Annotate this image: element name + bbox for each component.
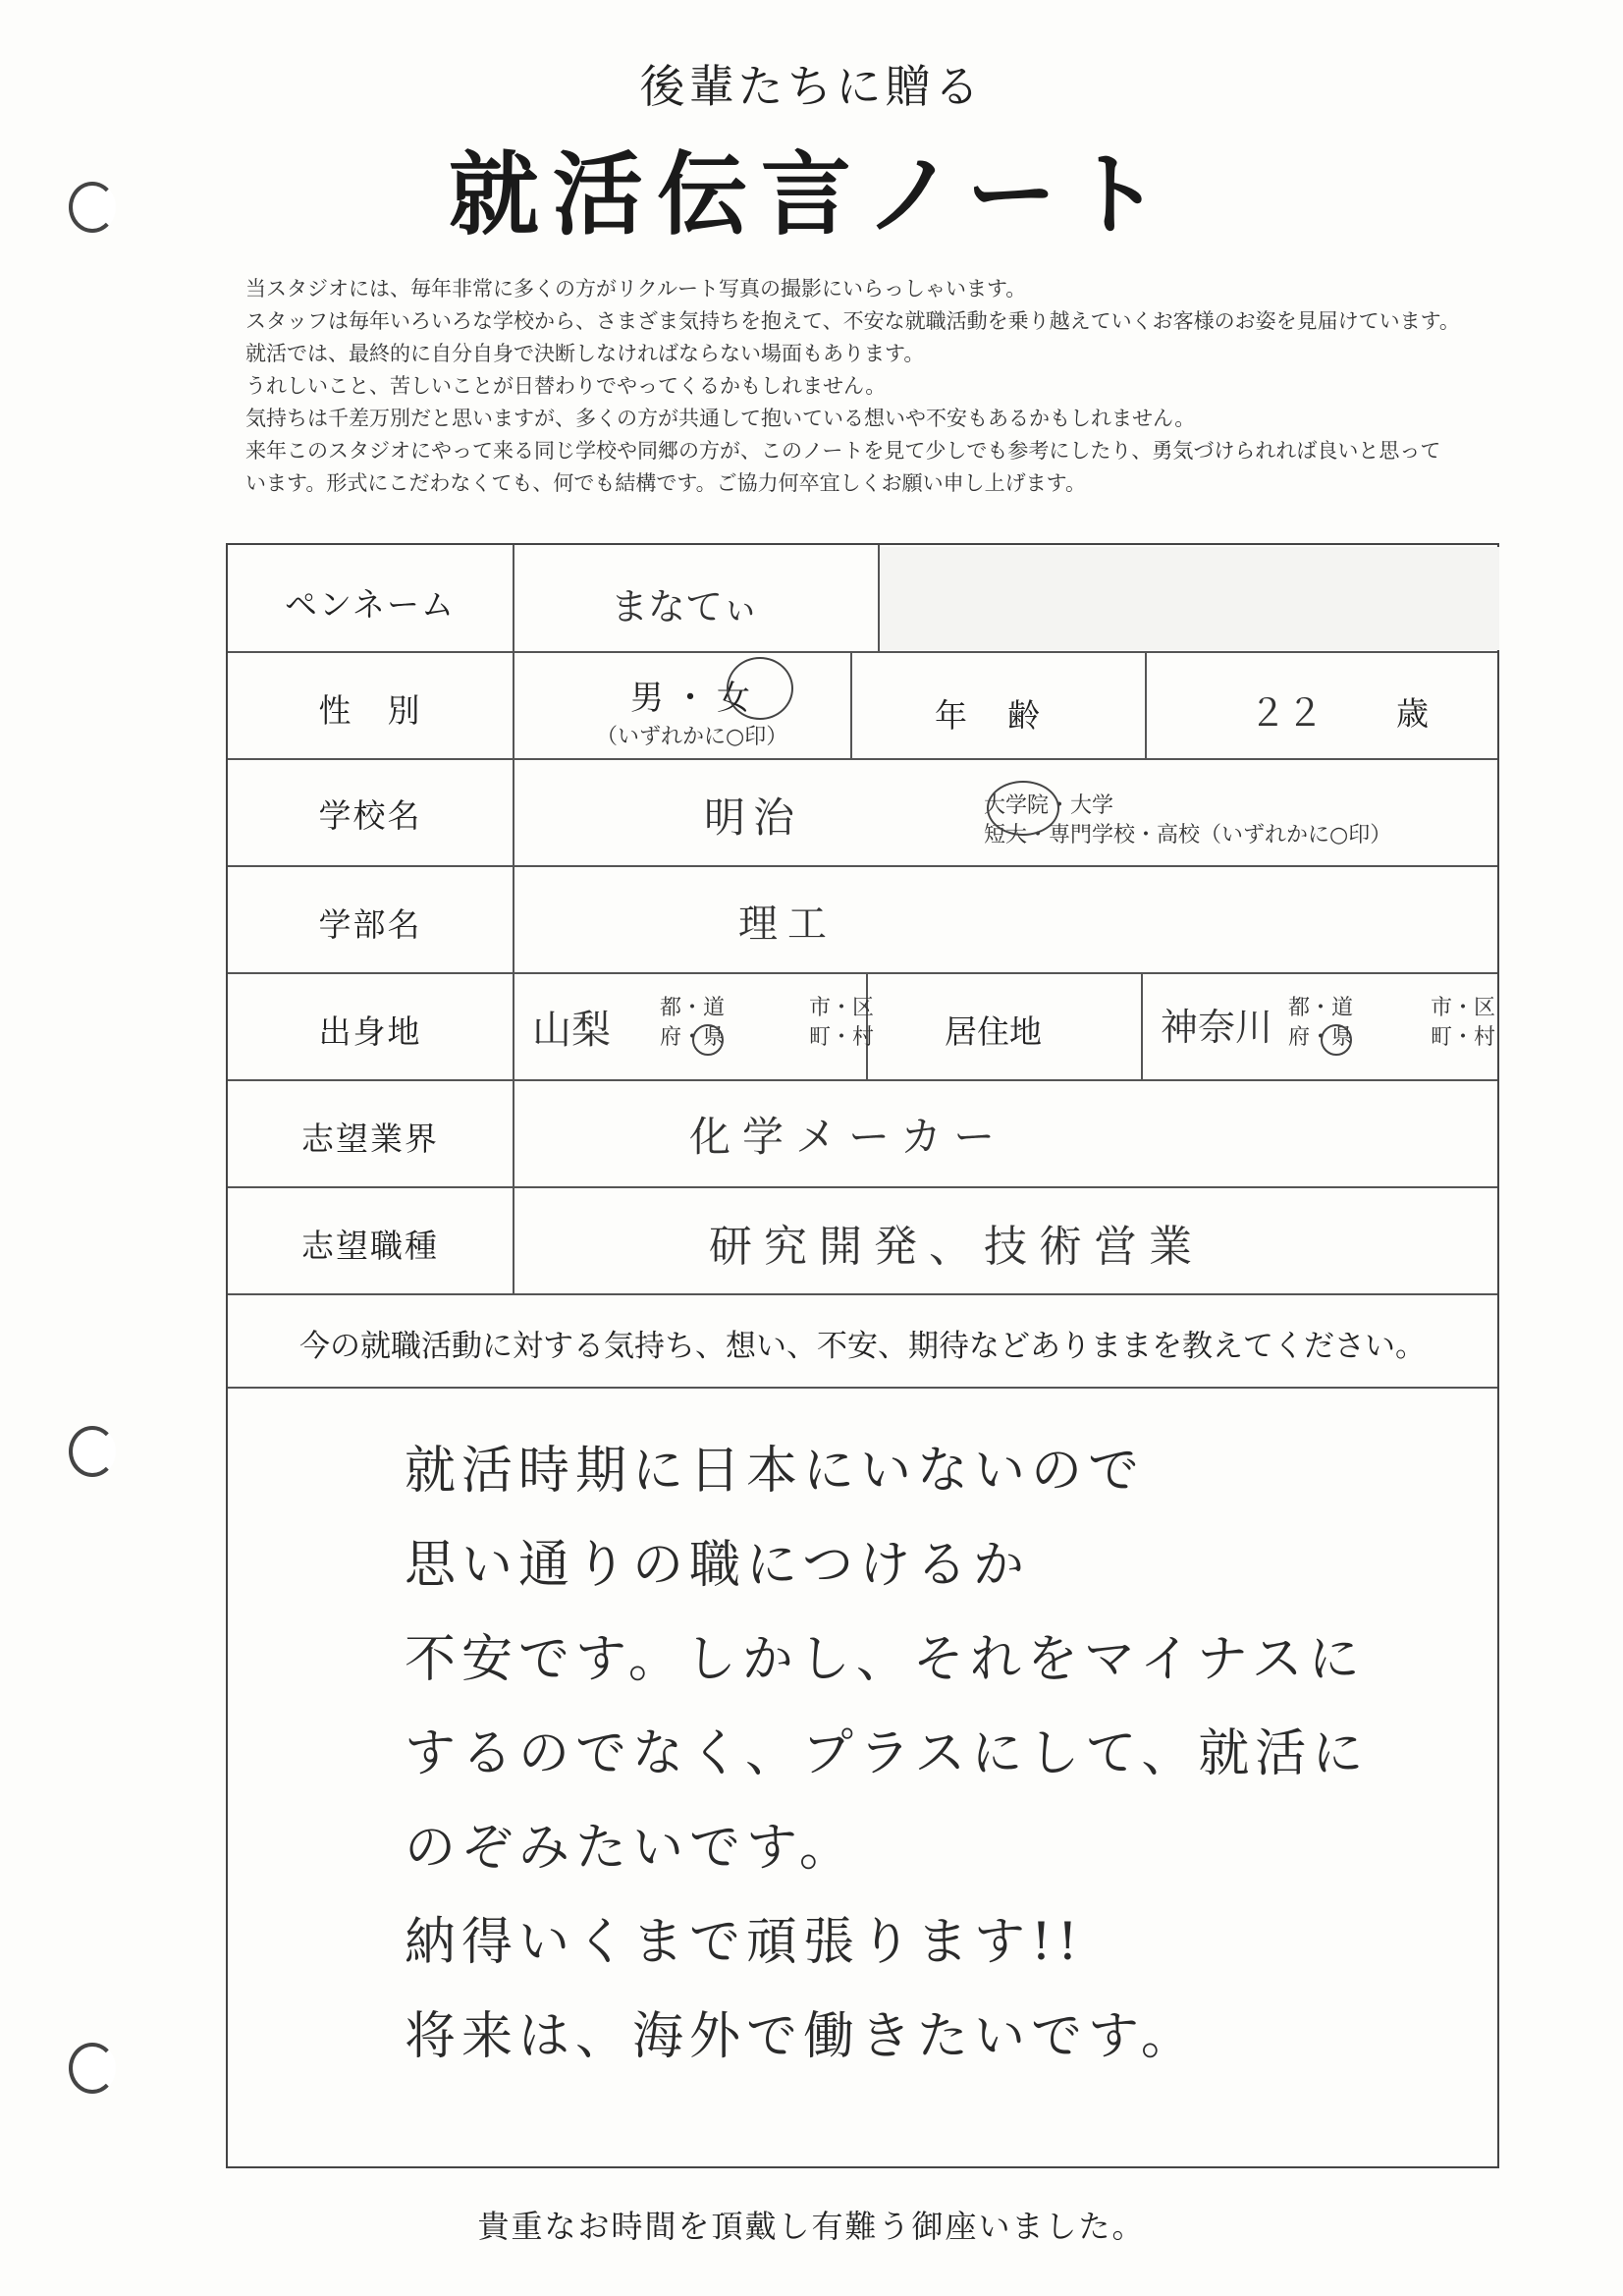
residence-value: 神奈川 [1161, 1006, 1273, 1049]
gender-label: 性 別 [318, 691, 422, 730]
answer-line: 不安です。しかし、それをマイナスに [405, 1630, 1366, 1689]
message-answer [405, 1424, 1435, 2084]
industry-label: 志望業界 [301, 1120, 439, 1158]
intro-line: 当スタジオには、毎年非常に多くの方がリクルート写真の撮影にいらっしゃいます。 [245, 277, 1027, 301]
hometown-city-units-2: 町・村 [809, 1025, 875, 1050]
answer-line: 将来は、海外で働きたいです。 [405, 2007, 1198, 2066]
school-value: 明治 [704, 793, 803, 842]
intro-line: います。形式にこだわなくても、何でも結構です。ご協力何卒宜しくお願い申し上げます。 [245, 471, 1086, 495]
punch-hole-bottom [69, 2043, 116, 2094]
answer-line: のぞみたいです。 [405, 1819, 856, 1878]
pen-name-value: まなてぃ [611, 585, 760, 629]
school-types-line1: 大学院・大学 [984, 793, 1114, 818]
intro-line: 気持ちは千差万別だと思いますが、多くの方が共通して抱いている想いや不安もあるかもしれません。 [245, 407, 1196, 430]
job-label: 志望職種 [301, 1227, 439, 1265]
page-subtitle: 後輩たちに贈る [639, 60, 984, 113]
faculty-value: 理工 [738, 902, 837, 947]
hometown-pref-circle [692, 1024, 724, 1056]
age-value: ２２ [1249, 691, 1325, 735]
answer-line: 思い通りの職につけるか [405, 1536, 1030, 1595]
message-form [226, 543, 1499, 2168]
punch-hole-middle [69, 1426, 116, 1477]
residence-pref-units-1: 都・道 [1288, 996, 1354, 1020]
residence-city-units-2: 町・村 [1431, 1025, 1496, 1050]
residence-city-units-1: 市・区 [1431, 996, 1496, 1020]
age-label: 年 齢 [935, 696, 1044, 735]
gender-note: （いずれかに○印） [596, 725, 788, 749]
intro-line: スタッフは毎年いろいろな学校から、さまざま気持ちを抱えて、不安な就職活動を乗り越えていくお客様のお姿を見届けています。 [245, 309, 1460, 333]
intro-text [245, 273, 1581, 500]
answer-line: するのでなく、プラスにして、就活に [405, 1724, 1370, 1783]
page-footer: 貴重なお時間を頂戴し有難う御座いました。 [477, 2208, 1146, 2245]
message-prompt: 今の就職活動に対する気持ち、想い、不安、期待などありままを教えてください。 [299, 1329, 1426, 1364]
job-value: 研究開発、技術営業 [709, 1222, 1204, 1272]
intro-line: 就活では、最終的に自分自身で決断しなければならない場面もあります。 [245, 342, 925, 365]
school-selected-circle [987, 781, 1059, 836]
pen-name-label: ペンネーム [284, 585, 456, 624]
industry-value: 化学メーカー [689, 1113, 1007, 1161]
school-label: 学校名 [318, 796, 422, 835]
page-title: 就活伝言ノート [448, 142, 1175, 247]
hometown-label: 出身地 [318, 1012, 422, 1051]
residence-label: 居住地 [945, 1012, 1042, 1051]
residence-pref-units-2: 府・県 [1288, 1025, 1354, 1050]
intro-line: 来年このスタジオにやって来る同じ学校や同郷の方が、このノートを見て少しでも参考にしたり、勇気づけられれば良いと思って [245, 439, 1441, 463]
answer-line: 就活時期に日本にいないので [405, 1442, 1146, 1501]
intro-line: うれしいこと、苦しいことが日替わりでやってくるかもしれません。 [245, 374, 887, 398]
hometown-value: 山梨 [532, 1008, 611, 1053]
hometown-pref-units-1: 都・道 [660, 996, 726, 1020]
residence-pref-circle [1321, 1024, 1352, 1056]
age-unit: 歳 [1396, 694, 1429, 733]
gender-selected-circle [727, 657, 793, 720]
answer-line: 納得いくまで頑張ります!! [405, 1913, 1084, 1972]
hometown-city-units-1: 市・区 [809, 996, 875, 1020]
gender-options: 男・女 [630, 679, 760, 718]
faculty-label: 学部名 [318, 905, 422, 944]
school-types-line2: 短大・専門学校・高校（いずれかに○印） [984, 823, 1392, 847]
hometown-pref-units-2: 府・県 [660, 1025, 726, 1050]
